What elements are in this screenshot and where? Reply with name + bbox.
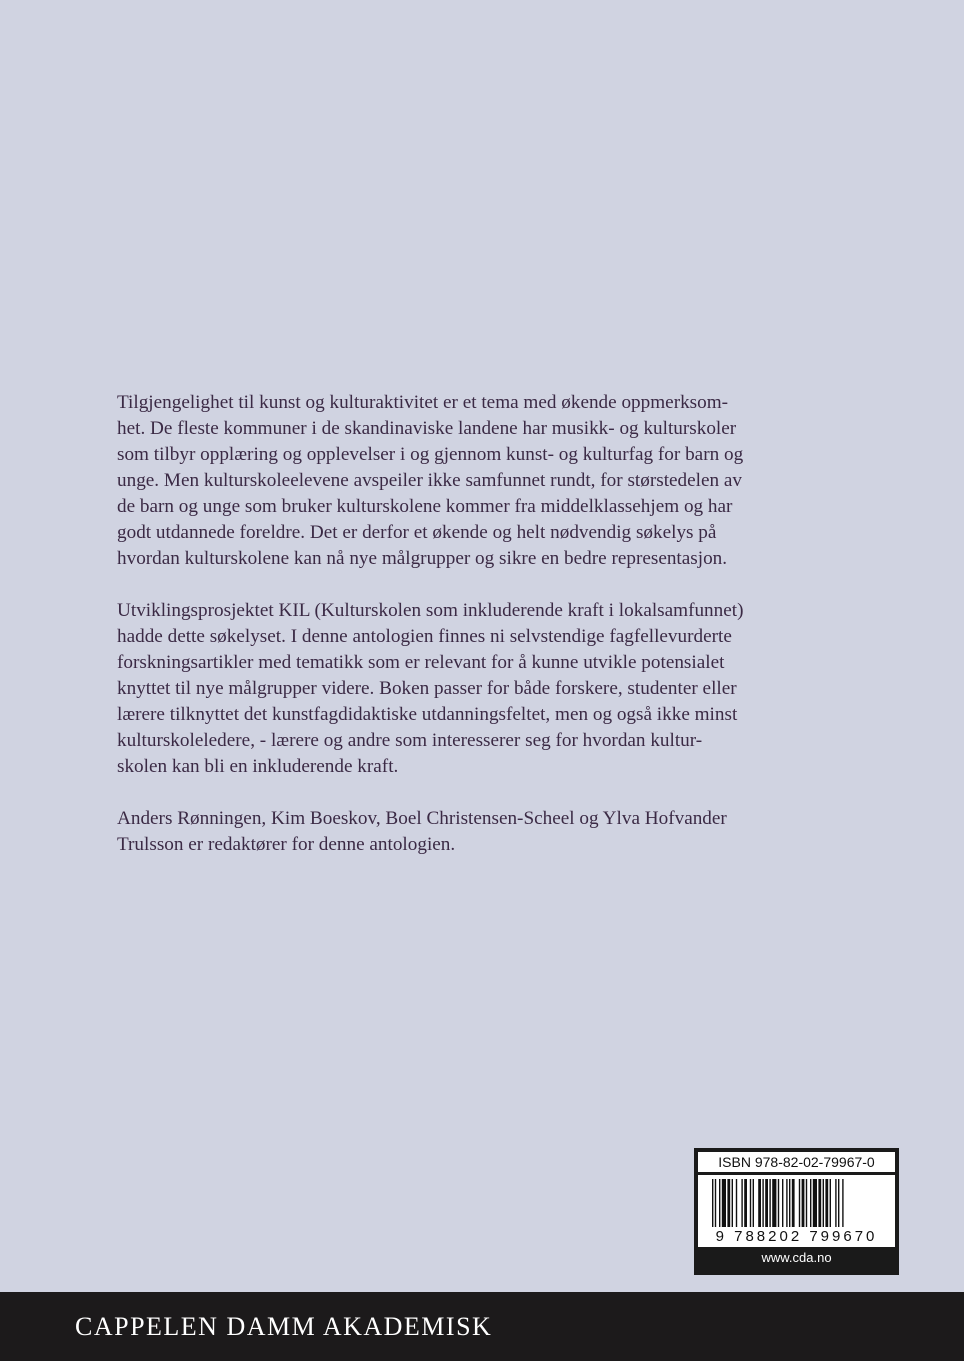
barcode-bar bbox=[719, 1179, 720, 1227]
text-line: het. De fleste kommuner i de skandinaviske landene har musikk- og kulturskoler bbox=[117, 418, 737, 439]
barcode-bar bbox=[772, 1179, 776, 1227]
barcode-bar bbox=[786, 1179, 787, 1227]
barcode-bar bbox=[818, 1179, 821, 1227]
barcode-bar bbox=[727, 1179, 730, 1227]
barcode-bar bbox=[838, 1179, 839, 1227]
publisher-logo: CAPPELEN DAMM AKADEMISK bbox=[75, 1312, 493, 1341]
barcode-bar bbox=[825, 1179, 828, 1227]
text-line: Anders Rønningen, Kim Boeskov, Boel Christensen-Scheel og Ylva Hofvander bbox=[117, 808, 727, 829]
barcode-bar bbox=[778, 1179, 779, 1227]
barcode-bar bbox=[736, 1179, 737, 1227]
text-line: skolen kan bli en inkluderende kraft. bbox=[117, 756, 399, 777]
barcode-bar bbox=[799, 1179, 800, 1227]
barcode-bar bbox=[823, 1179, 824, 1227]
barcode-bar bbox=[715, 1179, 716, 1227]
barcode-bar bbox=[750, 1179, 751, 1227]
text-line: forskningsartikler med tematikk som er relevant for å kunne utvikle potensialet bbox=[117, 652, 725, 673]
barcode-bar bbox=[744, 1179, 747, 1227]
text-line: hvordan kulturskolene kan nå nye målgrupper og sikre en bedre representasjon. bbox=[117, 548, 728, 569]
text-line: hadde dette søkelyset. I denne antologien finnes ni selvstendige fagfellevurderte bbox=[117, 626, 732, 647]
text-line: godt utdannede foreldre. Det er derfor et økende og helt nødvendig søkelys på bbox=[117, 522, 717, 543]
text-line: Tilgjengelighet til kunst og kulturaktivitet er et tema med økende oppmerksom- bbox=[117, 392, 729, 413]
back-cover-text bbox=[117, 390, 857, 884]
text-line: unge. Men kulturskoleelevene avspeiler ikke samfunnet rundt, for størstedelen av bbox=[117, 470, 742, 491]
text-line: lærere tilknyttet det kunstfagdidaktiske utdanningsfeltet, men og også ikke minst bbox=[117, 704, 738, 725]
website-url: www.cda.no bbox=[761, 1250, 832, 1265]
paragraph-2 bbox=[117, 598, 857, 780]
barcode-bar bbox=[765, 1179, 768, 1227]
barcode-bar bbox=[810, 1179, 811, 1227]
barcode-bar bbox=[712, 1179, 713, 1227]
barcode-bar bbox=[732, 1179, 733, 1227]
text-line: Utviklingsprosjektet KIL (Kulturskolen som inkluderende kraft i lokalsamfunnet) bbox=[117, 600, 744, 621]
text-line: kulturskoleledere, - lærere og andre som interesserer seg for hvordan kultur- bbox=[117, 730, 703, 751]
paragraph-3 bbox=[117, 806, 857, 858]
barcode-bar bbox=[753, 1179, 754, 1227]
barcode-digits: 9 788202 799670 bbox=[715, 1228, 878, 1245]
barcode-bar bbox=[842, 1179, 843, 1227]
barcode-bar bbox=[762, 1179, 763, 1227]
barcode-bar bbox=[802, 1179, 805, 1227]
barcode-bar bbox=[722, 1179, 726, 1227]
text-line: de barn og unge som bruker kulturskolene kommer fra middelklassehjem og har bbox=[117, 496, 733, 517]
paragraph-1 bbox=[117, 390, 857, 572]
barcode-bar bbox=[830, 1179, 831, 1227]
isbn-barcode-box bbox=[694, 1148, 899, 1275]
text-line: Trulsson er redaktører for denne antologien. bbox=[117, 834, 456, 855]
barcode-bar bbox=[782, 1179, 783, 1227]
barcode-bar bbox=[792, 1179, 795, 1227]
barcode-bar bbox=[769, 1179, 770, 1227]
barcode-bar bbox=[835, 1179, 836, 1227]
publisher-footer bbox=[0, 1292, 964, 1361]
barcode-bar bbox=[806, 1179, 807, 1227]
isbn-label: ISBN 978-82-02-79967-0 bbox=[698, 1152, 895, 1172]
barcode-bar bbox=[758, 1179, 761, 1227]
barcode-bar bbox=[813, 1179, 817, 1227]
text-line: som tilbyr opplæring og opplevelser i og gjennom kunst- og kulturfag for barn og bbox=[117, 444, 744, 465]
barcode bbox=[698, 1175, 895, 1247]
text-line: knyttet til nye målgrupper videre. Boken passer for både forskere, studenter eller bbox=[117, 678, 737, 699]
barcode-bar bbox=[741, 1179, 742, 1227]
barcode-bar bbox=[789, 1179, 790, 1227]
